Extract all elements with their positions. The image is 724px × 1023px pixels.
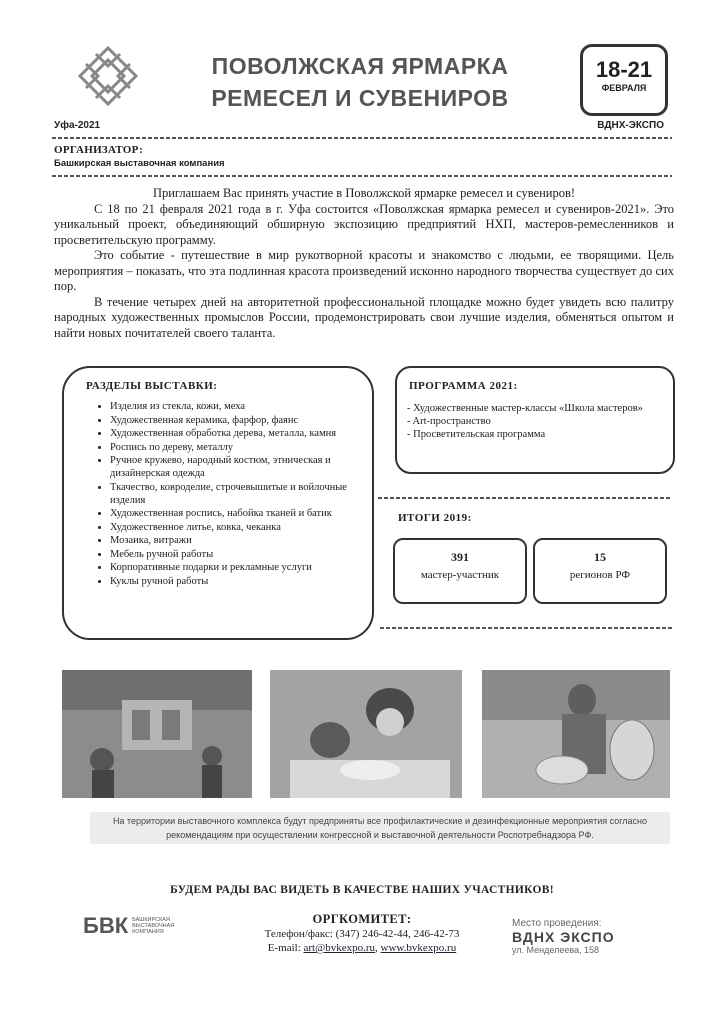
photo-basket-weaver: [482, 670, 670, 798]
site-link[interactable]: www.bvkexpo.ru: [380, 942, 457, 954]
sections-title: РАЗДЕЛЫ ВЫСТАВКИ:: [86, 380, 218, 392]
title-line-1: ПОВОЛЖСКАЯ ЯРМАРКА: [211, 53, 509, 79]
date-month: ФЕВРАЛЯ: [601, 83, 647, 93]
results-label: ИТОГИ 2019:: [398, 512, 472, 524]
stat-regions-number: 15: [594, 550, 606, 564]
city-year: Уфа-2021: [54, 120, 101, 131]
list-item: • Мозаика, витражи: [110, 534, 372, 547]
stat-regions: [533, 538, 667, 604]
committee-contacts: [230, 912, 494, 955]
bvk-caption-2: ВЫСТАВОЧНАЯ: [132, 923, 175, 929]
stat-masters-label: мастер-участник: [420, 569, 500, 581]
venue-name: ВДНХ ЭКСПО: [512, 929, 615, 945]
safety-notice: На территории выставочного комплекса будут предприняты все профилактические и дезинфекционные мероприятия согласно рекомендациям при осуществлении конгрессной и выставочной деятельности Роспотребнадзора РФ.: [90, 812, 670, 844]
ornament-divider-2: [52, 172, 672, 180]
venue-label-footer: Место проведения:: [512, 918, 602, 929]
venue-label: ВДНХ-ЭКСПО: [597, 120, 664, 131]
photo-exhibition-hall: [62, 670, 252, 798]
list-item: • Корпоративные подарки и рекламные услуги: [110, 561, 372, 574]
title-line-2: РЕМЕСЕЛ И СУВЕНИРОВ: [211, 85, 509, 111]
ornament-logo-icon: [76, 44, 140, 108]
page-title: [160, 50, 560, 114]
sections-list: [64, 400, 372, 588]
organizer-name: Башкирская выставочная компания: [54, 158, 225, 169]
stat-masters: [393, 538, 527, 604]
date-range: 18-21: [595, 57, 653, 82]
photo-craft-workshop: [270, 670, 462, 798]
list-item: • Куклы ручной работы: [110, 575, 372, 588]
committee-title: ОРГКОМИТЕТ:: [312, 912, 412, 926]
program-title: ПРОГРАММА 2021:: [409, 380, 518, 392]
date-badge: [580, 44, 668, 116]
venue-address: ул. Менделеева, 158: [512, 945, 600, 955]
intro-paragraph-1: Приглашаем Вас принять участие в Поволжской ярмарке ремесел и сувениров!: [152, 186, 576, 200]
ornament-divider-bottom: [380, 624, 672, 632]
program-item: - Art-пространство: [407, 416, 491, 427]
list-item: • Мебель ручной работы: [110, 548, 372, 561]
stat-masters-number: 391: [451, 550, 469, 564]
list-item: • Ручное кружево, народный костюм, этническая и дизайнерская одежда: [110, 454, 372, 480]
organizer-label: ОРГАНИЗАТОР:: [54, 144, 144, 156]
stat-regions-label: регионов РФ: [569, 569, 631, 581]
intro-paragraph-4: В течение четырех дней на авторитетной профессиональной площадке можно будет увидеть всю палитру народных художественных промыслов России, продемонстрировать свои лучшие изделия, обменяться опытом и найти новых почитателей своего таланта.: [54, 294, 674, 340]
list-item: • Изделия из стекла, кожи, меха: [110, 400, 372, 413]
list-item: • Художественная роспись, набойка тканей и батик: [110, 507, 372, 520]
ornament-divider-top: [52, 134, 672, 142]
bvk-logo: [82, 912, 175, 940]
email-label: E-mail:: [267, 942, 301, 954]
intro-text: [54, 186, 674, 341]
intro-paragraph-3: Это событие - путешествие в мир рукотворной красоты и знакомство с людьми, ее творящими. Цель мероприятия – показать, что эта подлинная красота произведений исконно народного творчества существует до сих пор.: [54, 248, 674, 293]
list-item: • Художественная керамика, фарфор, фаянс: [110, 414, 372, 427]
email-link[interactable]: art@bvkexpo.ru: [303, 942, 376, 954]
venue-block: [512, 918, 615, 955]
welcome-text: БУДЕМ РАДЫ ВАС ВИДЕТЬ В КАЧЕСТВЕ НАШИХ УЧАСТНИКОВ!: [170, 884, 554, 896]
program-item: - Художественные мастер-классы «Школа мастеров»: [407, 403, 643, 414]
bvk-logo-caption: [129, 912, 175, 940]
committee-email-line: E-mail: art@bvkexpo.ru, www.bvkexpo.ru: [267, 942, 457, 954]
list-item: • Художественная обработка дерева, металла, камня: [110, 427, 372, 440]
committee-phone: Телефон/факс: (347) 246-42-44, 246-42-73: [264, 928, 460, 940]
sections-box: [62, 366, 374, 640]
list-item: • Роспись по дереву, металлу: [110, 441, 372, 454]
program-box: [395, 366, 675, 474]
bvk-logo-text: БВК: [83, 913, 129, 938]
bvk-caption-1: БАШКИРСКАЯ: [132, 917, 170, 923]
ornament-divider-results: [378, 494, 672, 502]
list-item: • Художественное литье, ковка, чеканка: [110, 521, 372, 534]
list-item: • Ткачество, ковроделие, строчевышитые и войлочные изделия: [110, 481, 372, 507]
program-item: - Просветительская программа: [407, 429, 546, 440]
bvk-caption-3: КОМПАНИЯ: [132, 929, 164, 935]
intro-paragraph-2: С 18 по 21 февраля 2021 года в г. Уфа состоится «Поволжская ярмарка ремесел и сувениров-2021». Это уникальный проект, объединяющий обширную экспозицию предприятий НХП, мастеров-ремесленников и просветительскую программу.: [54, 201, 674, 247]
